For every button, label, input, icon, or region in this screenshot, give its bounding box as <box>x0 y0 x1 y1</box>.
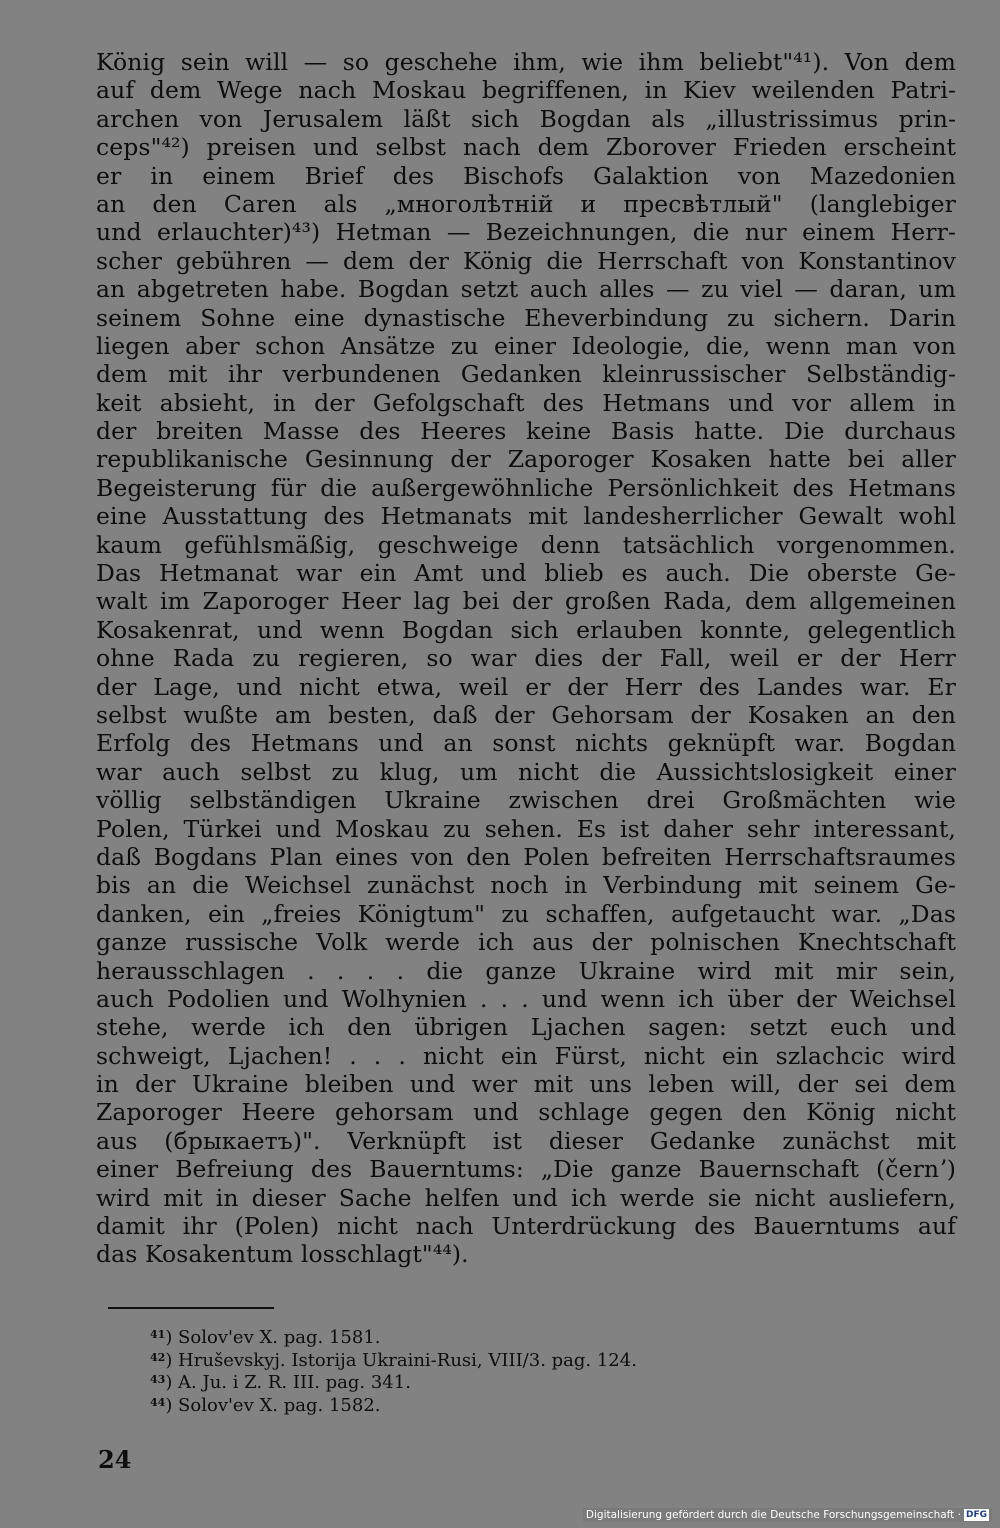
footnote-marker: 41 <box>150 1328 166 1341</box>
text-line: ganze russische Volk werde ich aus der polnischen Knechtschaft <box>96 928 956 957</box>
text-line: war auch selbst zu klug, um nicht die Aussichtslosigkeit einer <box>96 757 956 786</box>
footnote <box>150 1347 850 1370</box>
text-line: daß Bogdans Plan eines von den Polen befreiten Herrschaftsraumes <box>96 842 956 871</box>
footnote-separator <box>108 1307 274 1309</box>
footnote-marker: 43 <box>150 1373 166 1386</box>
text-line: und erlauchter)⁴³) Hetman — Bezeichnungen, die nur einem Herr- <box>96 218 956 247</box>
text-line: er in einem Brief des Bischofs Galaktion von Mazedonien <box>96 161 956 190</box>
main-text-block <box>96 48 956 1269</box>
text-line: das Kosakentum losschlagt"⁴⁴). <box>96 1240 469 1269</box>
text-line: dem mit ihr verbundenen Gedanken kleinrussischer Selbständig- <box>96 360 956 389</box>
text-line: aus (брыкаетъ)". Verknüpft ist dieser Gedanke zunächst mit <box>96 1126 956 1155</box>
text-line: archen von Jerusalem läßt sich Bogdan als „illustrissimus prin- <box>96 104 956 133</box>
footnote <box>150 1324 850 1347</box>
text-line: an abgetreten habe. Bogdan setzt auch alles — zu viel — daran, um <box>96 275 956 304</box>
footnote-marker: 44 <box>150 1395 166 1409</box>
text-line: stehe, werde ich den übrigen Ljachen sagen: setzt euch und <box>96 1013 956 1042</box>
text-line: auch Podolien und Wolhynien . . . und wenn ich über der Weichsel <box>96 984 956 1013</box>
text-line: Kosakenrat, und wenn Bogdan sich erlauben konnte, gelegentlich <box>96 615 956 644</box>
credit-text: Digitalisierung gefördert durch die Deutsche Forschungsgemeinschaft · <box>585 1509 961 1521</box>
text-line: keit absieht, in der Gefolgschaft des Hetmans und vor allem in <box>96 388 956 417</box>
text-line: König sein will — so geschehe ihm, wie ihm beliebt"⁴¹). Von dem <box>96 48 956 76</box>
text-line: ohne Rada zu regieren, so war dies der Fall, weil er der Herr <box>96 644 956 673</box>
footnote-marker: 42 <box>150 1350 166 1364</box>
footnote-text: ) A. Ju. i Z. R. III. pag. 341. <box>165 1372 411 1393</box>
footnotes <box>150 1324 850 1414</box>
footnote <box>150 1369 850 1392</box>
text-line: selbst wußte am besten, daß der Gehorsam der Kosaken an den <box>96 700 956 729</box>
text-line: kaum gefühlsmäßig, geschweige denn tatsächlich vorgenommen. <box>96 530 956 559</box>
page-number: 24 <box>98 1445 132 1474</box>
text-line: damit ihr (Polen) nicht nach Unterdrückung des Bauerntums auf <box>96 1212 956 1241</box>
text-line: danken, ein „freies Königtum" zu schaffen, aufgetaucht war. „Das <box>96 899 956 928</box>
text-line: der Lage, und nicht etwa, weil er der Herr des Landes war. Er <box>96 672 956 701</box>
digitization-credit <box>583 1508 992 1522</box>
text-line: walt im Zaporoger Heer lag bei der großen Rada, dem allgemeinen <box>96 587 956 616</box>
footnote-text: ) Solov'ev X. pag. 1582. <box>165 1394 381 1416</box>
dfg-logo: DFG <box>965 1510 987 1520</box>
text-line: herausschlagen . . . . die ganze Ukraine wird mit mir sein, <box>96 956 956 985</box>
text-line: an den Caren als „многолѣтній и пресвѣтлый" (langlebiger <box>96 189 956 218</box>
footnote-text: ) Solov'ev X. pag. 1581. <box>165 1327 381 1348</box>
text-line: seinem Sohne eine dynastische Eheverbindung zu sichern. Darin <box>96 303 956 332</box>
text-line: eine Ausstattung des Hetmanats mit landesherrlicher Gewalt wohl <box>96 502 956 531</box>
text-line: Zaporoger Heere gehorsam und schlage gegen den König nicht <box>96 1098 956 1127</box>
text-line: der breiten Masse des Heeres keine Basis hatte. Die durchaus <box>96 417 956 446</box>
text-line: Das Hetmanat war ein Amt und blieb es auch. Die oberste Ge- <box>96 559 956 588</box>
text-line: republikanische Gesinnung der Zaporoger Kosaken hatte bei aller <box>96 445 956 474</box>
text-line: Polen, Türkei und Moskau zu sehen. Es ist daher sehr interessant, <box>96 814 956 843</box>
text-line: schweigt, Ljachen! . . . nicht ein Fürst, nicht ein szlachcic wird <box>96 1041 956 1070</box>
text-line: Erfolg des Hetmans und an sonst nichts geknüpft war. Bogdan <box>96 729 956 758</box>
text-line: ceps"⁴²) preisen und selbst nach dem Zborover Frieden erscheint <box>96 133 956 162</box>
text-line: einer Befreiung des Bauerntums: „Die ganze Bauernschaft (černʼ) <box>96 1155 956 1184</box>
footnote <box>150 1392 850 1415</box>
text-line: liegen aber schon Ansätze zu einer Ideologie, die, wenn man von <box>96 331 956 360</box>
text-line: Begeisterung für die außergewöhnliche Persönlichkeit des Hetmans <box>96 473 956 502</box>
footnote-text: ) Hruševskyj. Istorija Ukraini-Rusi, VIII/3. pag. 124. <box>165 1349 637 1371</box>
text-line: in der Ukraine bleiben und wer mit uns leben will, der sei dem <box>96 1070 956 1099</box>
text-line: wird mit in dieser Sache helfen und ich werde sie nicht ausliefern, <box>96 1183 956 1212</box>
text-line: völlig selbständigen Ukraine zwischen drei Großmächten wie <box>96 786 956 815</box>
text-line: auf dem Wege nach Moskau begriffenen, in Kiev weilenden Patri- <box>96 76 956 105</box>
text-line: bis an die Weichsel zunächst noch in Verbindung mit seinem Ge- <box>96 871 956 900</box>
text-line: scher gebühren — dem der König die Herrschaft von Konstantinov <box>96 246 956 275</box>
